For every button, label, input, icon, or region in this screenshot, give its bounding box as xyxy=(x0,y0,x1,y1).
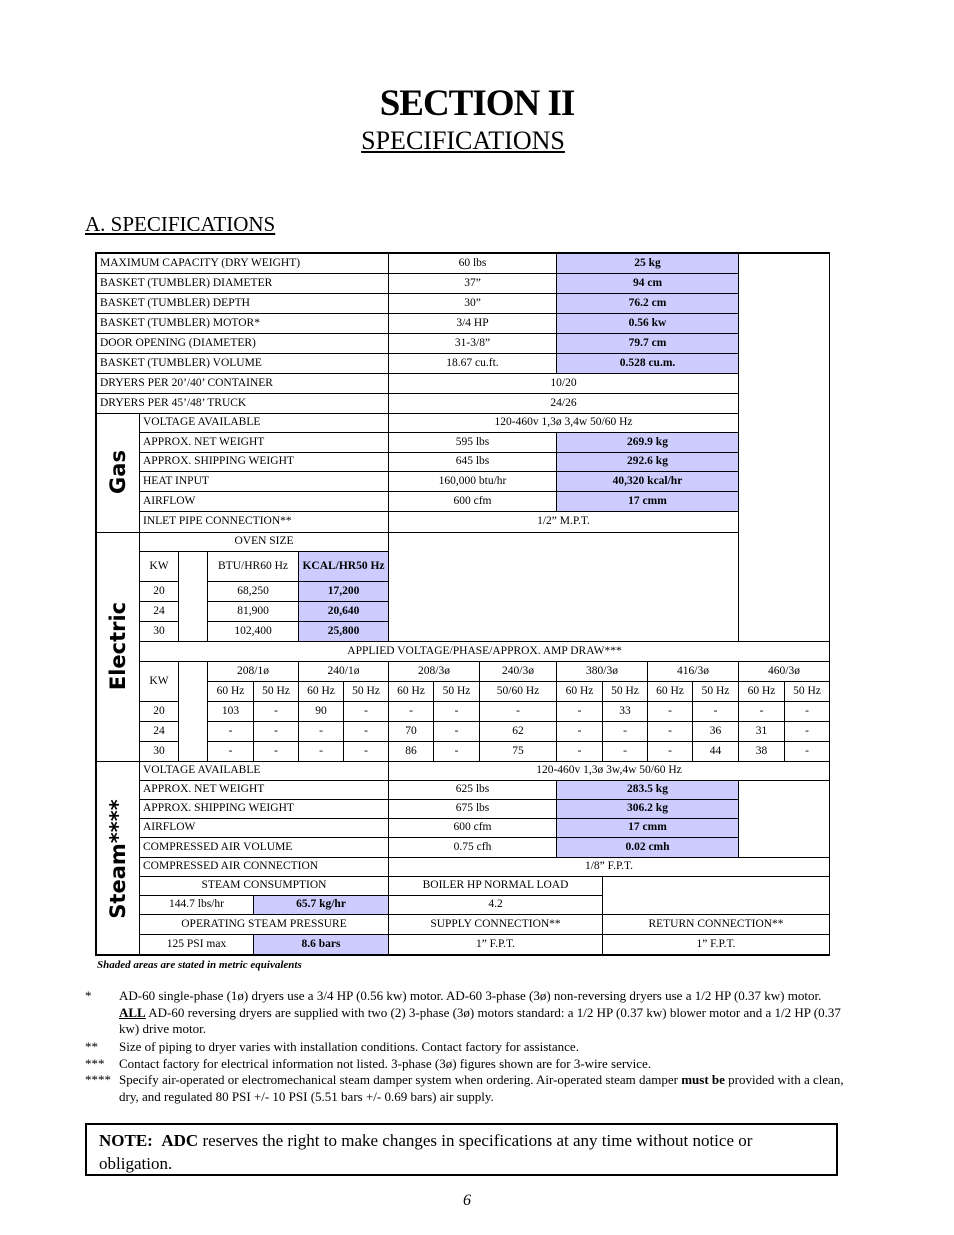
spec-label: AIRFLOW xyxy=(139,491,389,512)
amp-value: - xyxy=(298,741,344,762)
spec-label: APPROX. SHIPPING WEIGHT xyxy=(139,799,389,819)
note-label: NOTE: xyxy=(99,1131,153,1150)
amp-value: - xyxy=(433,701,480,722)
amp-value: - xyxy=(602,741,648,762)
gas-group-label: Gas xyxy=(106,450,130,494)
btu-value: 102,400 xyxy=(207,621,299,642)
footnote-mark: * xyxy=(85,988,92,1003)
amp-value: - xyxy=(433,741,480,762)
freq-header: 60 Hz xyxy=(388,681,434,702)
spec-value-metric: 0.56 kw xyxy=(556,313,739,334)
blank-cell xyxy=(738,780,830,858)
spec-label: BASKET (TUMBLER) VOLUME xyxy=(96,353,389,374)
kcal-header: KCAL/HR 50 Hz xyxy=(298,551,389,582)
amp-value: - xyxy=(253,741,299,762)
spec-label: DOOR OPENING (DIAMETER) xyxy=(96,333,389,354)
kcal-value: 25,800 xyxy=(298,621,389,642)
btu-value: 81,900 xyxy=(207,601,299,622)
amp-value: - xyxy=(556,741,603,762)
amp-value: - xyxy=(207,741,254,762)
spec-label: COMPRESSED AIR CONNECTION xyxy=(139,857,389,877)
electric-group-label: Electric xyxy=(106,601,130,691)
spec-value-us: 18.67 cu.ft. xyxy=(388,353,557,374)
freq-header: 60 Hz xyxy=(738,681,785,702)
spec-value-metric: 306.2 kg xyxy=(556,799,739,819)
spec-value: 1/2” M.P.T. xyxy=(388,511,739,533)
spec-label: COMPRESSED AIR VOLUME xyxy=(139,837,389,858)
footnote-3 xyxy=(85,1056,855,1073)
amp-value: - xyxy=(556,721,603,742)
voltage-header: 208/1ø xyxy=(207,661,299,682)
spec-label: BASKET (TUMBLER) MOTOR* xyxy=(96,313,389,334)
spec-value-us: 3/4 HP xyxy=(388,313,557,334)
spec-label: BASKET (TUMBLER) DIAMETER xyxy=(96,273,389,294)
kw-value: 20 xyxy=(139,581,179,602)
footnote-text: Size of piping to dryer varies with installation conditions. Contact factory for assistance. xyxy=(119,1039,579,1054)
spec-label: AIRFLOW xyxy=(139,818,389,838)
btu-header: BTU/HR 60 Hz xyxy=(207,551,299,582)
supply-value: 1” F.P.T. xyxy=(388,934,603,955)
consumption-us: 144.7 lbs/hr xyxy=(139,895,254,915)
footnote-mark: ** xyxy=(85,1039,98,1054)
spec-label: APPROX. NET WEIGHT xyxy=(139,780,389,800)
spec-value-us: 595 lbs xyxy=(388,432,557,453)
amp-value: 44 xyxy=(692,741,739,762)
spec-label: DRYERS PER 45’/48’ TRUCK xyxy=(96,393,389,414)
freq-header: 50 Hz xyxy=(343,681,389,702)
freq-header: 60 Hz xyxy=(556,681,603,702)
amp-value: - xyxy=(602,721,648,742)
amp-value: 33 xyxy=(602,701,648,722)
return-value: 1” F.P.T. xyxy=(602,934,830,955)
amp-value: 103 xyxy=(207,701,254,722)
amp-value: - xyxy=(647,721,693,742)
amp-value: 70 xyxy=(388,721,434,742)
footnote-text: Specify air-operated or electromechanical steam damper system when ordering. Air-operated steam damper must be provided with a clean, dry, and regulated 80 PSI +/- 10 PSI (5.51 bars +/- 0.69 bars) air supply. xyxy=(119,1072,844,1104)
spec-value-metric: 269.9 kg xyxy=(556,432,739,453)
amp-value: - xyxy=(479,701,557,722)
amp-value: - xyxy=(433,721,480,742)
spec-value-us: 675 lbs xyxy=(388,799,557,819)
voltage-header: 416/3ø xyxy=(647,661,739,682)
footnote-mark: *** xyxy=(85,1056,105,1071)
spacer-cell xyxy=(178,661,208,762)
footnote-1 xyxy=(85,988,855,1038)
btu-value: 68,250 xyxy=(207,581,299,602)
pressure-header: OPERATING STEAM PRESSURE xyxy=(139,914,389,935)
amp-value: - xyxy=(343,741,389,762)
amp-value: - xyxy=(253,701,299,722)
freq-header: 60 Hz xyxy=(647,681,693,702)
amp-value: - xyxy=(388,701,434,722)
blank-cell xyxy=(602,876,830,915)
spec-value-us: 625 lbs xyxy=(388,780,557,800)
freq-header: 50 Hz xyxy=(692,681,739,702)
amp-value: - xyxy=(207,721,254,742)
spec-value-metric: 25 kg xyxy=(556,253,739,274)
note-text: reserves the right to make changes in specifications at any time without notice or obligation. xyxy=(99,1131,753,1173)
spec-value: 1/8” F.P.T. xyxy=(388,857,830,877)
amp-value: 38 xyxy=(738,741,785,762)
amp-value: - xyxy=(738,701,785,722)
kcal-value: 20,640 xyxy=(298,601,389,622)
voltage-header: 380/3ø xyxy=(556,661,648,682)
footnote-text: Contact factory for electrical information not listed. 3-phase (3ø) figures shown are for 3-wire service. xyxy=(119,1056,652,1071)
amp-draw-header: APPLIED VOLTAGE/PHASE/APPROX. AMP DRAW*** xyxy=(139,641,830,662)
amp-value: 90 xyxy=(298,701,344,722)
pressure-us: 125 PSI max xyxy=(139,934,254,955)
spec-value: 120-460v 1,3ø 3w,4w 50/60 Hz xyxy=(388,761,830,781)
spec-value-us: 160,000 btu/hr xyxy=(388,471,557,492)
spec-value-metric: 0.02 cmh xyxy=(556,837,739,858)
spec-value-metric: 292.6 kg xyxy=(556,452,739,472)
amp-value: 31 xyxy=(738,721,785,742)
shaded-note: Shaded areas are stated in metric equivalents xyxy=(97,959,302,971)
oven-size-header: OVEN SIZE xyxy=(139,532,389,552)
spacer-cell xyxy=(178,551,208,642)
section-subtitle: SPECIFICATIONS xyxy=(361,126,565,155)
voltage-header: 208/3ø xyxy=(388,661,480,682)
spec-value-us: 600 cfm xyxy=(388,818,557,838)
spec-label: INLET PIPE CONNECTION** xyxy=(139,511,389,533)
voltage-header: 240/3ø xyxy=(479,661,557,682)
amp-value: 36 xyxy=(692,721,739,742)
kcal-value: 17,200 xyxy=(298,581,389,602)
spec-value-metric: 0.528 cu.m. xyxy=(556,353,739,374)
freq-header: 50/60 Hz xyxy=(479,681,557,702)
freq-header: 50 Hz xyxy=(253,681,299,702)
spec-value-us: 31-3/8” xyxy=(388,333,557,354)
spec-value-us: 600 cfm xyxy=(388,491,557,512)
spec-value-metric: 283.5 kg xyxy=(556,780,739,800)
amp-value: 75 xyxy=(479,741,557,762)
footnote-mark: **** xyxy=(85,1072,111,1087)
return-header: RETURN CONNECTION** xyxy=(602,914,830,935)
amp-value: - xyxy=(253,721,299,742)
boiler-header: BOILER HP NORMAL LOAD xyxy=(388,876,603,896)
kw-value: 20 xyxy=(139,701,179,722)
spec-label: HEAT INPUT xyxy=(139,471,389,492)
kw-value: 24 xyxy=(139,721,179,742)
spec-value: 10/20 xyxy=(388,373,739,394)
spec-label: MAXIMUM CAPACITY (DRY WEIGHT) xyxy=(96,253,389,274)
spec-value-us: 0.75 cfh xyxy=(388,837,557,858)
spec-value: 24/26 xyxy=(388,393,739,414)
blank-cell xyxy=(738,253,830,642)
spec-table xyxy=(95,252,830,956)
amp-value: - xyxy=(647,741,693,762)
amp-value: - xyxy=(343,721,389,742)
freq-header: 50 Hz xyxy=(433,681,480,702)
note-box xyxy=(85,1123,838,1176)
section-title: SECTION II xyxy=(379,83,575,124)
amp-value: - xyxy=(343,701,389,722)
kw-header: KW xyxy=(139,551,179,582)
spec-value-metric: 76.2 cm xyxy=(556,293,739,314)
spec-value-metric: 94 cm xyxy=(556,273,739,294)
amp-value: - xyxy=(647,701,693,722)
amp-value: - xyxy=(784,741,830,762)
freq-header: 50 Hz xyxy=(784,681,830,702)
spec-value-us: 645 lbs xyxy=(388,452,557,472)
amp-value: - xyxy=(692,701,739,722)
footnote-text: AD-60 single-phase (1ø) dryers use a 3/4 HP (0.56 kw) motor. AD-60 3-phase (3ø) non-reversing dryers use a 1/2 HP (0.37 kw) motor. ALL AD-60 reversing dryers are supplied with two (2) 3-phase (3ø) motors standard: a 1/2 HP (0.37 kw) blower motor and a 1/2 HP (0.37 kw) drive motor. xyxy=(119,988,841,1036)
consumption-header: STEAM CONSUMPTION xyxy=(139,876,389,896)
amp-value: - xyxy=(298,721,344,742)
freq-header: 60 Hz xyxy=(298,681,344,702)
spec-value: 120-460v 1,3ø 3,4w 50/60 Hz xyxy=(388,413,739,433)
spec-value-metric: 17 cmm xyxy=(556,818,739,838)
kw-value: 24 xyxy=(139,601,179,622)
spec-value-metric: 40,320 kcal/hr xyxy=(556,471,739,492)
spec-label: VOLTAGE AVAILABLE xyxy=(139,413,389,433)
spec-value-us: 60 lbs xyxy=(388,253,557,274)
steam-group-label: Steam**** xyxy=(106,799,130,919)
footnote-2 xyxy=(85,1039,855,1056)
spec-label: BASKET (TUMBLER) DEPTH xyxy=(96,293,389,314)
kw-value: 30 xyxy=(139,621,179,642)
amp-value: - xyxy=(556,701,603,722)
blank-cell xyxy=(388,532,739,642)
footnote-4 xyxy=(85,1072,855,1106)
spec-label: VOLTAGE AVAILABLE xyxy=(139,761,389,781)
spec-value-us: 37” xyxy=(388,273,557,294)
amp-value: - xyxy=(784,721,830,742)
kw-value: 30 xyxy=(139,741,179,762)
freq-header: 60 Hz xyxy=(207,681,254,702)
amp-value: - xyxy=(784,701,830,722)
spec-value-metric: 17 cmm xyxy=(556,491,739,512)
kw-header: KW xyxy=(139,661,179,702)
spec-value-us: 30” xyxy=(388,293,557,314)
spec-label: DRYERS PER 20’/40’ CONTAINER xyxy=(96,373,389,394)
spec-label: APPROX. NET WEIGHT xyxy=(139,432,389,453)
consumption-metric: 65.7 kg/hr xyxy=(253,895,389,915)
boiler-value: 4.2 xyxy=(388,895,603,915)
amp-value: 86 xyxy=(388,741,434,762)
spec-value-metric: 79.7 cm xyxy=(556,333,739,354)
supply-header: SUPPLY CONNECTION** xyxy=(388,914,603,935)
page-number: 6 xyxy=(463,1192,471,1209)
voltage-header: 460/3ø xyxy=(738,661,830,682)
freq-header: 50 Hz xyxy=(602,681,648,702)
pressure-metric: 8.6 bars xyxy=(253,934,389,955)
note-brand: ADC xyxy=(161,1131,199,1150)
subheading: A. SPECIFICATIONS xyxy=(85,212,276,236)
amp-value: 62 xyxy=(479,721,557,742)
voltage-header: 240/1ø xyxy=(298,661,389,682)
spec-label: APPROX. SHIPPING WEIGHT xyxy=(139,452,389,472)
